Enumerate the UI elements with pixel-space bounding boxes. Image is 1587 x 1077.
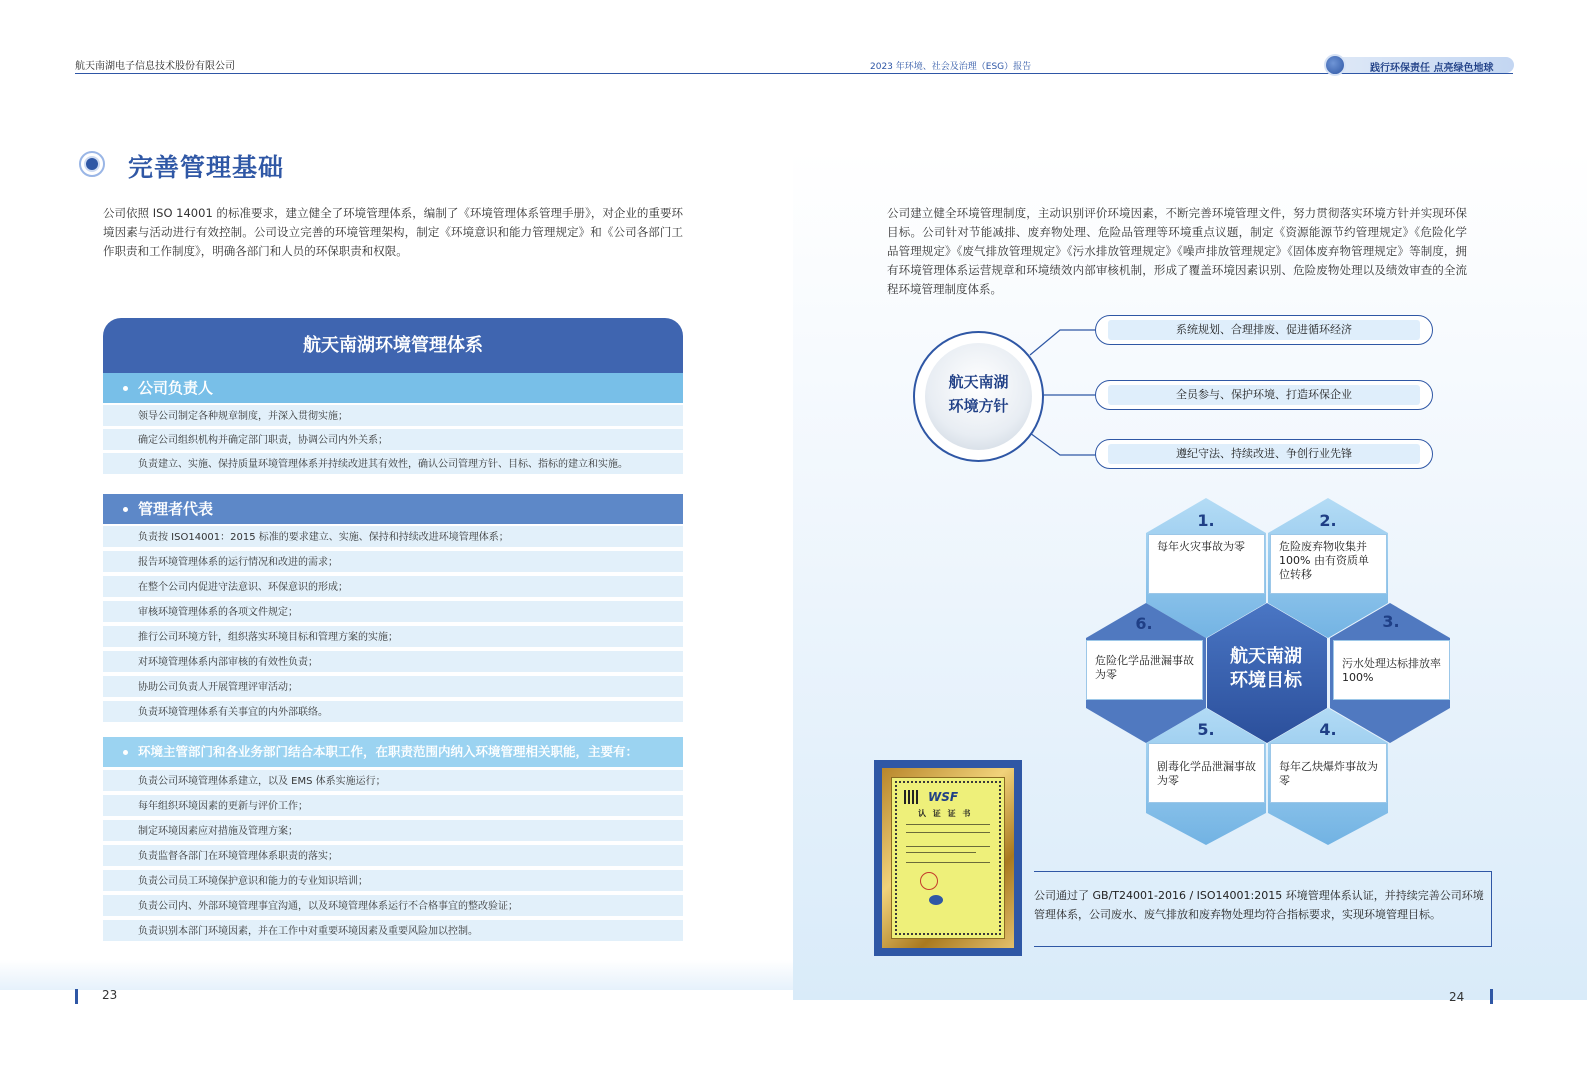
- certificate-text-line: [906, 852, 976, 853]
- certificate-text-line: [906, 862, 990, 863]
- section-heading-company-head: 公司负责人: [103, 373, 683, 403]
- list-item: 领导公司制定各种规章制度，并深入贯彻实施；: [103, 405, 683, 428]
- page-number-left: 23: [102, 988, 118, 1002]
- policy-center-line2: 环境方针: [948, 397, 1009, 415]
- page-number-right: 24: [1449, 990, 1465, 1004]
- list-item: 负责监督各部门在环境管理体系职责的落实；: [103, 845, 683, 868]
- list-item: 报告环境管理体系的运行情况和改进的需求；: [103, 551, 683, 574]
- header-report-title: 2023 年环境、社会及治理（ESG）报告: [870, 62, 1032, 72]
- goals-center-line1: 航天南湖: [1230, 646, 1302, 667]
- list-item: 推行公司环境方针，组织落实环境目标和管理方案的实施；: [103, 626, 683, 649]
- policy-item-3: [1095, 439, 1433, 469]
- goal-text-6: 危险化学品泄漏事故为零: [1086, 640, 1203, 700]
- goal-number-6: 6.: [1135, 614, 1153, 633]
- certificate-note: 公司通过了 GB/T24001-2016 / ISO14001:2015 环境管理体系认证，并持续完善公司环境管理体系，公司废水、废气排放和废弃物处理均符合指标要求，实现环境管理目标。: [1034, 889, 1484, 921]
- list-item: 在整个公司内促进守法意识、环保意识的形成；: [103, 576, 683, 599]
- certificate-text-line: [906, 832, 990, 833]
- header-company: 航天南湖电子信息技术股份有限公司: [75, 61, 235, 72]
- goal-number-1: 1.: [1197, 511, 1215, 530]
- certificate-text-line: [906, 824, 990, 825]
- list-item: 负责建立、实施、保持质量环境管理体系并持续改进其有效性，确认公司管理方针、目标、指标的建立和实施。: [103, 453, 683, 476]
- policy-center-label: [925, 370, 1032, 418]
- list-item: 对环境管理体系内部审核的有效性负责；: [103, 651, 683, 674]
- goals-center-label: [1210, 645, 1322, 693]
- certificate-logo: WSF: [928, 790, 959, 804]
- certificate-title: 认 证 证 书: [918, 809, 973, 818]
- header-globe-icon: [1326, 56, 1344, 74]
- goal-text-1: 每年火灾事故为零: [1148, 534, 1265, 594]
- list-item: 制定环境因素应对措施及管理方案；: [103, 820, 683, 843]
- section-heading-management-rep: 管理者代表: [103, 494, 683, 524]
- page-number-marker: [1490, 989, 1493, 1004]
- policy-item-label: 系统规划、合理排废、促进循环经济: [1108, 320, 1420, 340]
- certificate-seal-icon: [920, 872, 938, 890]
- goal-text-5: 剧毒化学品泄漏事故为零: [1148, 743, 1265, 803]
- policy-center-line1: 航天南湖: [948, 373, 1009, 391]
- goal-number-2: 2.: [1319, 511, 1337, 530]
- list-item: 审核环境管理体系的各项文件规定；: [103, 601, 683, 624]
- list-item: 负责环境管理体系有关事宜的内外部联络。: [103, 701, 683, 724]
- page-number-marker: [75, 989, 78, 1004]
- right-intro-paragraph: 公司建立健全环境管理制度，主动识别评价环境因素，不断完善环境管理文件，努力贯彻落实环境方针并实现环保目标。公司针对节能减排、废弃物处理、危险品管理等环境重点议题，制定《资源能源节约管理规定》《危险化学品管理规定》《废气排放管理规定》《污水排放管理规定》《噪声排放管理规定》《固体废弃物管理规定》等制度，拥有环境管理体系运营规章和环境绩效内部审核机制，形成了覆盖环境因素识别、危险废物处理以及绩效审查的全流程环境管理制度体系。: [887, 206, 1467, 296]
- policy-item-label: 全员参与、保护环境、打造环保企业: [1108, 385, 1420, 405]
- list-item: 负责公司内、外部环境管理事宜沟通，以及环境管理体系运行不合格事宜的整改验证；: [103, 895, 683, 918]
- left-page-bottom-band: [0, 960, 793, 990]
- certificate-inner-border: [895, 781, 1001, 935]
- system-box-title: 航天南湖环境管理体系: [103, 318, 683, 373]
- iaf-logo-icon: [929, 895, 943, 905]
- goal-number-4: 4.: [1319, 720, 1337, 739]
- list-item: 负责公司员工环境保护意识和能力的专业知识培训；: [103, 870, 683, 893]
- qr-code-icon: [904, 790, 918, 804]
- header-divider: [75, 73, 1513, 74]
- goals-center-line2: 环境目标: [1230, 670, 1302, 691]
- goal-text-2: 危险废弃物收集并 100% 由有资质单位转移: [1270, 534, 1387, 594]
- policy-item-label: 遵纪守法、持续改进、争创行业先锋: [1108, 444, 1420, 464]
- list-item: 协助公司负责人开展管理评审活动；: [103, 676, 683, 699]
- certificate-text-line: [906, 846, 990, 847]
- list-item: 确定公司组织机构并确定部门职责，协调公司内外关系；: [103, 429, 683, 452]
- header-slogan: 践行环保责任 点亮绿色地球: [1370, 63, 1494, 74]
- goal-number-5: 5.: [1197, 720, 1215, 739]
- goal-text-4: 每年乙炔爆炸事故为零: [1270, 743, 1387, 803]
- goal-text-3: 污水处理达标排放率 100%: [1333, 640, 1450, 700]
- policy-item-1: [1095, 315, 1433, 345]
- list-item: 每年组织环境因素的更新与评价工作；: [103, 795, 683, 818]
- list-item: 负责识别本部门环境因素，并在工作中对重要环境因素及重要风险加以控制。: [103, 920, 683, 943]
- title-target-icon-core: [86, 158, 98, 170]
- policy-item-2: [1095, 380, 1433, 410]
- section-heading-departments: 环境主管部门和各业务部门结合本职工作，在职责范围内纳入环境管理相关职能，主要有：: [103, 737, 683, 767]
- list-item: 负责公司环境管理体系建立，以及 EMS 体系实施运行；: [103, 770, 683, 793]
- left-intro-paragraph: 公司依照 ISO 14001 的标准要求，建立健全了环境管理体系，编制了《环境管理体系管理手册》，对企业的重要环境因素与活动进行有效控制。公司设立完善的环境管理架构，制定《环境意识和能力管理规定》和《公司各部门工作职责和工作制度》，明确各部门和人员的环保职责和权限。: [103, 206, 683, 258]
- goal-number-3: 3.: [1382, 612, 1400, 631]
- page-title: 完善管理基础: [128, 153, 285, 182]
- list-item: 负责按 ISO14001：2015 标准的要求建立、实施、保持和持续改进环境管理体系；: [103, 526, 683, 549]
